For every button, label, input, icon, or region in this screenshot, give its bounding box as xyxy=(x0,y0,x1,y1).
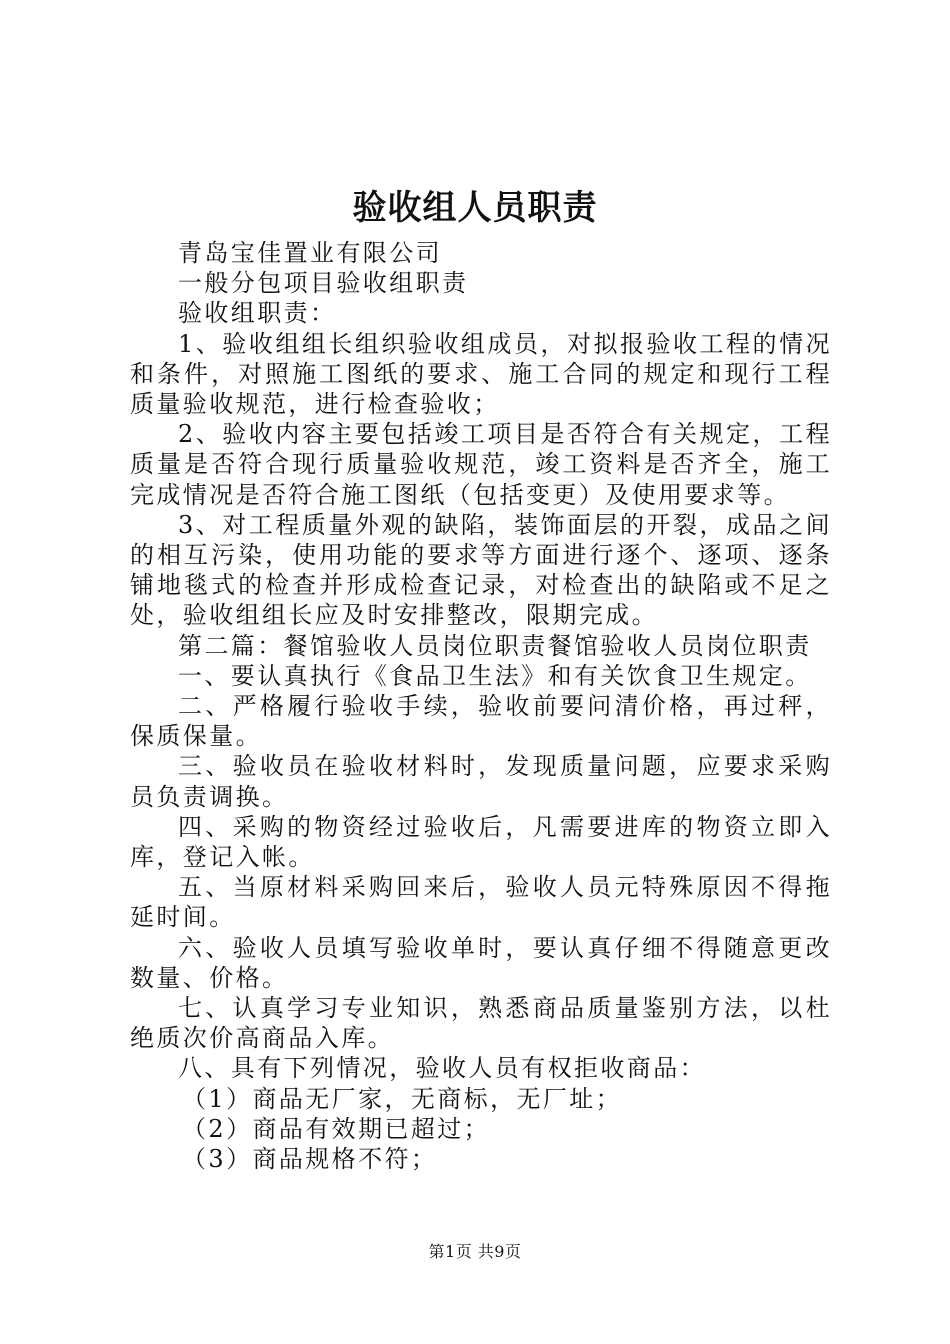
page-footer: 第1页 共9页 xyxy=(428,1242,522,1261)
paragraph: 三、验收员在验收材料时，发现质量问题，应要求采购员负责调换。 xyxy=(130,752,832,811)
paragraph: 3、对工程质量外观的缺陷，装饰面层的开裂，成品之间的相互污染，使用功能的要求等方面进行逐个、逐项、逐条铺地毯式的检查并形成检查记录，对检查出的缺陷或不足之处，验收组组长应及时安排整改，限期完成。 xyxy=(130,510,832,630)
paragraph: 1、验收组组长组织验收组成员，对拟报验收工程的情况和条件，对照施工图纸的要求、施工合同的规定和现行工程质量验收规范，进行检查验收； xyxy=(130,329,832,419)
paragraph: 一、要认真执行《食品卫生法》和有关饮食卫生规定。 xyxy=(178,661,812,690)
chapter-heading: 第二篇：餐馆验收人员岗位职责餐馆验收人员岗位职责 xyxy=(178,631,812,660)
paragraph: 二、严格履行验收手续，验收前要问清价格，再过秤，保质保量。 xyxy=(130,692,832,751)
paragraph: 八、具有下列情况，验收人员有权拒收商品： xyxy=(178,1054,706,1083)
paragraph: 2、验收内容主要包括竣工项目是否符合有关规定，工程质量是否符合现行质量验收规范，竣工资料是否齐全，施工完成情况是否符合施工图纸（包括变更）及使用要求等。 xyxy=(130,420,832,509)
document-body xyxy=(130,238,832,1174)
paragraph: 七、认真学习专业知识，熟悉商品质量鉴别方法，以杜绝质次价高商品入库。 xyxy=(130,994,832,1053)
document-title: 验收组人员职责 xyxy=(352,188,598,228)
paragraph: 四、采购的物资经过验收后，凡需要进库的物资立即入库，登记入帐。 xyxy=(130,812,832,872)
list-item: （2）商品有效期已超过； xyxy=(182,1114,491,1143)
list-item: （3）商品规格不符； xyxy=(182,1145,438,1174)
list-item: （1）商品无厂家，无商标，无厂址； xyxy=(182,1084,623,1113)
section-subheading: 验收组职责： xyxy=(178,299,337,328)
paragraph: 六、验收人员填写验收单时，要认真仔细不得随意更改数量、价格。 xyxy=(130,933,832,992)
section-heading: 一般分包项目验收组职责 xyxy=(178,269,469,298)
company-name: 青岛宝佳置业有限公司 xyxy=(178,239,442,267)
paragraph: 五、当原材料采购回来后，验收人员元特殊原因不得拖延时间。 xyxy=(130,873,832,932)
